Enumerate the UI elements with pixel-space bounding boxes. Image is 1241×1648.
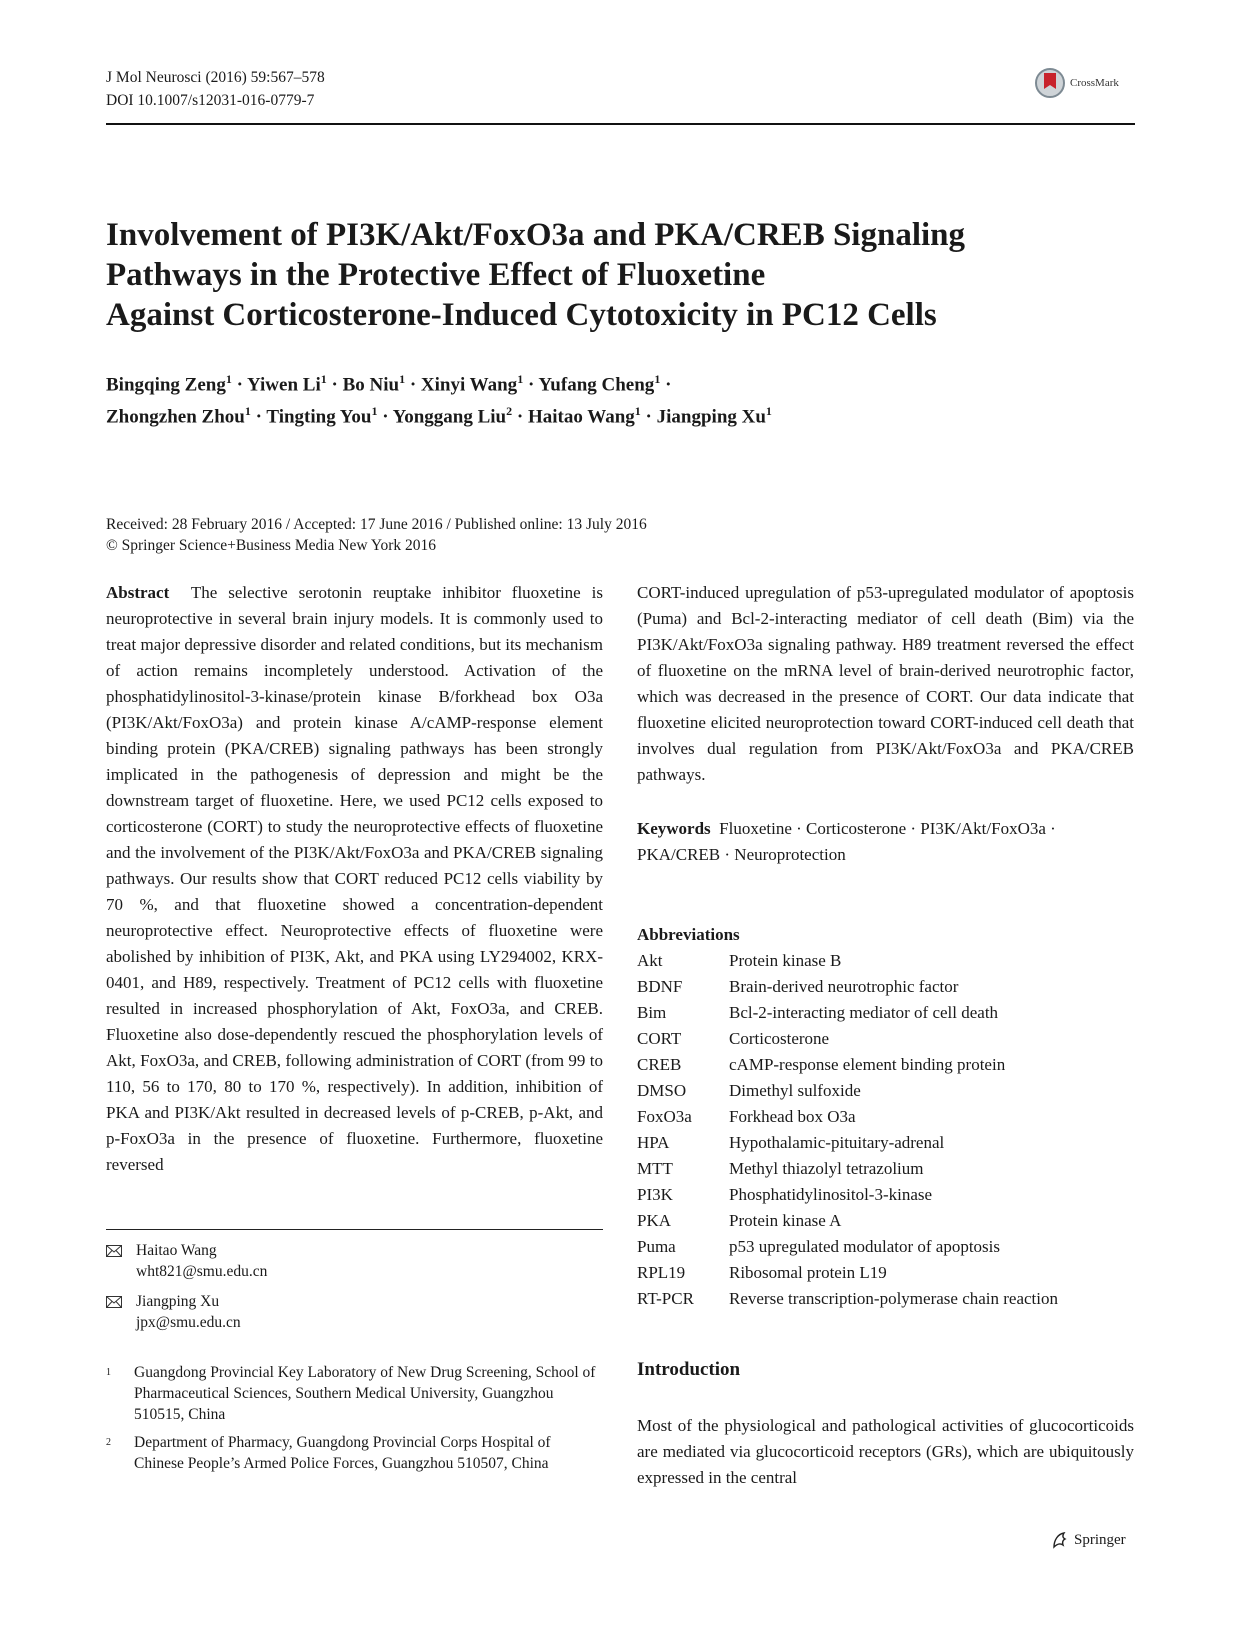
springer-label: Springer	[1074, 1531, 1126, 1548]
title-line: Against Corticosterone-Induced Cytotoxicity in PC12 Cells	[106, 297, 937, 333]
abbreviation-definition: Phosphatidylinositol-3-kinase	[729, 1185, 933, 1204]
author-name: Yufang Cheng	[538, 374, 655, 396]
abbreviation-row	[637, 1286, 1134, 1312]
abbreviation-row	[637, 948, 1134, 974]
abbreviation-term: HPA	[637, 1133, 670, 1152]
crossmark-icon	[1034, 67, 1066, 99]
affiliation	[106, 1362, 603, 1425]
author-affiliation: 2	[506, 404, 513, 419]
abbreviation-term: BDNF	[637, 977, 683, 996]
author-affiliation: 1	[765, 404, 772, 419]
abbreviation-term: DMSO	[637, 1081, 687, 1100]
author-name: Zhongzhen Zhou	[106, 406, 245, 428]
keywords-label: Keywords	[637, 819, 711, 838]
title-line: Involvement of PI3K/Akt/FoxO3a and PKA/CREB Signaling	[106, 217, 966, 253]
correspondence-entry	[106, 1240, 506, 1282]
author-name: Yiwen Li	[247, 374, 321, 396]
springer-horse-icon	[1050, 1530, 1070, 1550]
author-line-2: Zhongzhen Zhou$^1$ · Tingting You$^1$ · Yonggang Liu$^2$ · Haitao Wang$^1$ · Jiangping Xu$^1$	[106, 404, 772, 428]
abbreviation-definition: Reverse transcription-polymerase chain reaction	[729, 1289, 1059, 1308]
abbreviation-term: RT-PCR	[637, 1289, 694, 1308]
abbreviation-term: PI3K	[637, 1185, 673, 1204]
correspondence-entry	[106, 1291, 506, 1333]
introduction-heading: Introduction	[637, 1359, 741, 1380]
author-name: Haitao Wang	[527, 406, 635, 428]
copyright-line: © Springer Science+Business Media New York 2016	[106, 537, 437, 554]
abbreviation-term: Puma	[637, 1237, 676, 1256]
abbreviation-definition: Ribosomal protein L19	[729, 1263, 887, 1282]
abbreviation-row	[637, 1026, 1134, 1052]
abbreviation-row	[637, 1208, 1134, 1234]
abbreviation-row	[637, 1182, 1134, 1208]
abstract-label: Abstract	[106, 583, 170, 602]
author-name: Bingqing Zeng	[106, 374, 226, 396]
abbreviation-definition: Methyl thiazolyl tetrazolium	[729, 1159, 924, 1178]
introduction-text: Most of the physiological and pathological activities of glucocorticoids are mediated via glucocorticoid receptors (GRs), which are ubiquitously expressed in the central	[637, 1416, 1134, 1487]
abbreviation-definition: Dimethyl sulfoxide	[729, 1081, 861, 1100]
affiliation	[106, 1432, 603, 1474]
abbreviation-definition: Corticosterone	[729, 1029, 830, 1048]
abbreviation-term: CORT	[637, 1029, 682, 1048]
abbreviation-definition: Brain-derived neurotrophic factor	[729, 977, 959, 996]
footnote-rule	[106, 1229, 603, 1230]
abbreviation-row	[637, 1260, 1134, 1286]
journal-citation	[106, 66, 325, 112]
article-title	[106, 215, 1106, 335]
author-affiliation: 1	[320, 372, 327, 386]
author-list	[106, 366, 1106, 431]
author-name: Bo Niu	[342, 374, 400, 396]
affiliation-number: 1	[106, 1367, 111, 1378]
author-affiliation: 1	[399, 372, 406, 386]
author-affiliation: 1	[371, 404, 378, 419]
author-name: Xinyi Wang	[420, 374, 518, 396]
author-affiliation: 1	[654, 372, 661, 386]
crossmark-label: CrossMark	[1070, 77, 1119, 89]
abstract-continuation: CORT-induced upregulation of p53-upregulated modulator of apoptosis (Puma) and Bcl-2-interacting mediator of cell death (Bim) via the PI3K/Akt/FoxO3a signaling pathway. H89 treatment reversed the effect of fluoxetine on the mRNA level of brain-derived neurotrophic factor, which was decreased in the presence of CORT. Our data indicate that fluoxetine elicited neuroprotection toward CORT-induced cell death that involves dual regulation from PI3K/Akt/FoxO3a and PKA/CREB pathways.	[637, 583, 1134, 784]
correspondent-name: Jiangping Xu	[136, 1293, 220, 1310]
header-rule	[106, 123, 1135, 125]
abbreviation-row	[637, 1130, 1134, 1156]
springer-logo	[1050, 1530, 1126, 1550]
correspondent-email[interactable]: wht821@smu.edu.cn	[136, 1263, 268, 1280]
abbreviations-heading: Abbreviations	[637, 925, 740, 944]
abbreviation-definition: cAMP-response element binding protein	[729, 1055, 1006, 1074]
abstract	[106, 580, 603, 1178]
author-affiliation: 1	[225, 372, 232, 386]
keywords-text: Fluoxetine · Corticosterone · PI3K/Akt/FoxO3a · PKA/CREB · Neuroprotection	[637, 819, 1056, 864]
abbreviation-row	[637, 974, 1134, 1000]
abbreviation-row	[637, 1078, 1134, 1104]
abbreviations-list	[637, 948, 1134, 1312]
abbreviation-definition: Protein kinase A	[729, 1211, 842, 1230]
affiliation-number: 2	[106, 1437, 111, 1448]
publication-dates	[106, 514, 647, 556]
author-affiliation: 1	[517, 372, 524, 386]
history-line: Received: 28 February 2016 / Accepted: 17 June 2016 / Published online: 13 July 2016	[106, 516, 647, 533]
abbreviation-term: MTT	[637, 1159, 673, 1178]
abbreviation-row	[637, 1052, 1134, 1078]
author-affiliation: 1	[634, 404, 641, 419]
abbreviation-term: Bim	[637, 1003, 667, 1022]
abbreviation-term: CREB	[637, 1055, 682, 1074]
abbreviation-term: RPL19	[637, 1263, 686, 1282]
correspondent-email[interactable]: jpx@smu.edu.cn	[136, 1314, 241, 1331]
author-affiliation: 1	[244, 404, 251, 419]
affiliation-text: Guangdong Provincial Key Laboratory of New Drug Screening, School of Pharmaceutical Sciences, Southern Medical University, Guangzhou 510515, China	[134, 1364, 596, 1423]
abbreviation-term: FoxO3a	[637, 1107, 692, 1126]
affiliation-text: Department of Pharmacy, Guangdong Provincial Corps Hospital of Chinese People’s Armed Police Forces, Guangzhou 510507, China	[134, 1434, 551, 1472]
abbreviation-term: Akt	[637, 951, 663, 970]
journal-line: J Mol Neurosci (2016) 59:567–578	[106, 69, 325, 86]
doi-line: DOI 10.1007/s12031-016-0779-7	[106, 92, 315, 109]
abbreviation-row	[637, 1234, 1134, 1260]
abbreviation-definition: p53 upregulated modulator of apoptosis	[729, 1237, 1001, 1256]
author-name: Yonggang Liu	[392, 406, 507, 428]
abbreviation-row	[637, 1000, 1134, 1026]
author-line-1: Bingqing Zeng$^1$ · Yiwen $Li^1 \cdot Bo$ Niu$^1$ · Xinyi Wang$^1$ · Yufang Cheng$^1$ ·	[106, 372, 672, 396]
title-line: Pathways in the Protective Effect of Fluoxetine	[106, 257, 766, 293]
abbreviation-definition: Protein kinase B	[729, 951, 842, 970]
abstract-text: The selective serotonin reuptake inhibitor fluoxetine is neuroprotective in several brain injury models. It is commonly used to treat major depressive disorder and related conditions, but its mechanism of action remains incompletely understood. Activation of the phosphatidylinositol-3-kinase/protein kinase B/forkhead box O3a (PI3K/Akt/FoxO3a) and protein kinase A/cAMP-response element binding protein (PKA/CREB) signaling pathways has been strongly implicated in the pathogenesis of depression and might be the downstream target of fluoxetine. Here, we used PC12 cells exposed to corticosterone (CORT) to study the neuroprotective effects of fluoxetine and the involvement of the PI3K/Akt/FoxO3a and PKA/CREB signaling pathways. Our results show that CORT reduced PC12 cells viability by 70 %, and that fluoxetine showed a concentration-dependent neuroprotective effect. Neuroprotective effects of fluoxetine were abolished by inhibition of PI3K, Akt, and PKA using LY294002, KRX-0401, and H89, respectively. Treatment of PC12 cells with fluoxetine resulted in increased phosphorylation of Akt, FoxO3a, and CREB. Fluoxetine also dose-dependently rescued the phosphorylation levels of Akt, FoxO3a, and CREB, following administration of CORT (from 99 to 110, 56 to 170, 80 to 170 %, respectively). In addition, inhibition of PKA and PI3K/Akt resulted in decreased levels of p-CREB, p-Akt, and p-FoxO3a in the presence of fluoxetine. Furthermore, fluoxetine reversed	[106, 583, 603, 1174]
abbreviation-row	[637, 1156, 1134, 1182]
envelope-icon	[106, 1296, 122, 1308]
correspondent-name: Haitao Wang	[136, 1242, 217, 1259]
abbreviation-row	[637, 1104, 1134, 1130]
author-name: Jiangping Xu	[656, 406, 766, 428]
author-name: Tingting You	[266, 406, 372, 428]
abbreviation-definition: Forkhead box O3a	[729, 1107, 856, 1126]
crossmark-badge[interactable]	[1034, 67, 1119, 99]
keywords	[637, 816, 1134, 868]
abbreviation-definition: Hypothalamic-pituitary-adrenal	[729, 1133, 945, 1152]
abbreviation-term: PKA	[637, 1211, 672, 1230]
abbreviation-definition: Bcl-2-interacting mediator of cell death	[729, 1003, 999, 1022]
envelope-icon	[106, 1245, 122, 1257]
